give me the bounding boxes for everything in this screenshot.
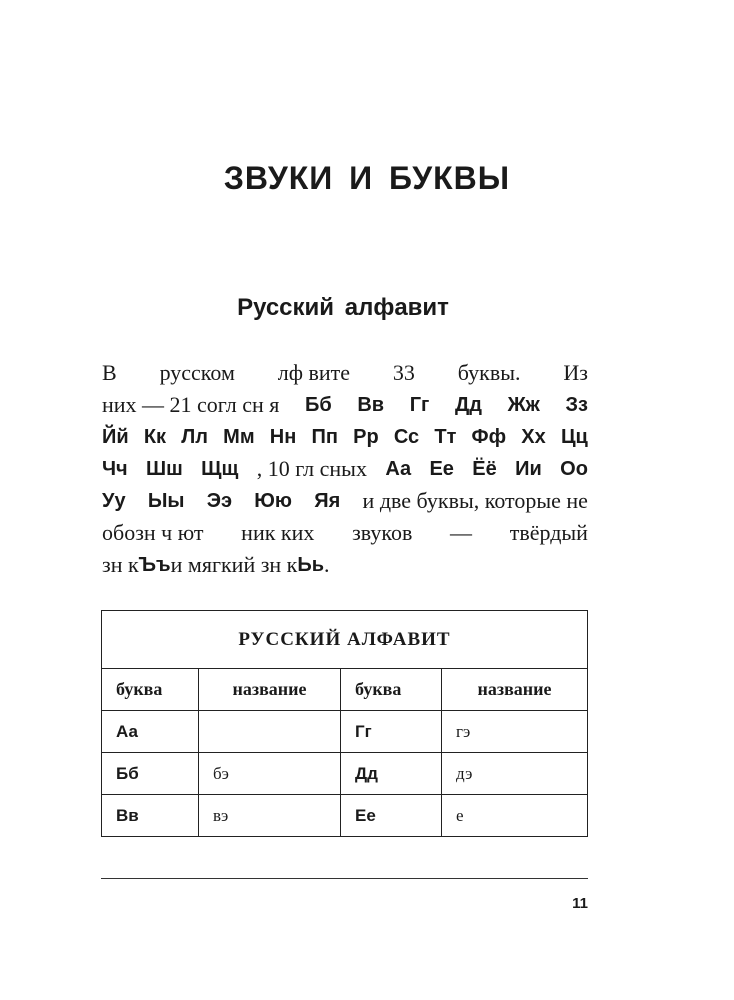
alphabet-table	[101, 610, 588, 837]
letter-pair: Жж	[507, 394, 540, 416]
letter-pair: Лл	[181, 426, 208, 448]
header-letter: буква	[102, 669, 199, 711]
text-segment: русском	[159, 360, 235, 385]
letter-pair: Рр	[353, 426, 379, 448]
text-segment: и две буквы, которые не	[362, 488, 588, 513]
letter-cell: Ее	[341, 795, 442, 837]
text-segment: , 10 гл сных	[256, 456, 367, 481]
table-header-row	[102, 669, 588, 711]
name-cell: бэ	[199, 753, 341, 795]
letter-cell: Дд	[341, 753, 442, 795]
text-segment: 33	[392, 360, 415, 385]
header-name: название	[442, 669, 588, 711]
letter-pair: Хх	[521, 426, 546, 448]
letter-pair: Пп	[311, 426, 338, 448]
intro-paragraph	[102, 357, 588, 581]
paragraph-line	[102, 517, 588, 549]
table-row	[102, 753, 588, 795]
letter-pair: Зз	[565, 394, 588, 416]
page-number: 11	[572, 895, 588, 912]
paragraph-line	[102, 549, 588, 581]
section-heading: Русский алфавит	[237, 294, 449, 321]
letter-pair: Кк	[143, 426, 167, 448]
letter-cell: Гг	[341, 711, 442, 753]
letter-pair: Оо	[560, 458, 588, 480]
letter-pair: Шш	[146, 458, 183, 480]
name-cell	[199, 711, 341, 753]
text-segment: них — 21 согл сн я	[102, 392, 280, 417]
letter-pair: Ии	[515, 458, 542, 480]
letter-pair: Ёё	[472, 458, 497, 480]
paragraph-line	[102, 421, 588, 453]
letter-cell: Вв	[102, 795, 199, 837]
table-row	[102, 795, 588, 837]
letter-pair: Сс	[393, 426, 420, 448]
text-segment: буквы.	[457, 360, 521, 385]
letter-pair: Ьь	[297, 554, 325, 576]
name-cell: гэ	[442, 711, 588, 753]
letter-pair: Яя	[314, 490, 341, 512]
text-segment: лф вите	[277, 360, 351, 385]
text-segment: ник ких	[241, 520, 315, 545]
table-caption: РУССКИЙ АЛФАВИТ	[102, 611, 588, 669]
text-segment: —	[450, 520, 473, 545]
table-row	[102, 711, 588, 753]
letter-pair: Аа	[385, 458, 412, 480]
name-cell: дэ	[442, 753, 588, 795]
letter-pair: Ээ	[206, 490, 233, 512]
paragraph-line	[102, 453, 588, 485]
letter-pair: Уу	[102, 490, 126, 512]
letter-pair: Нн	[269, 426, 297, 448]
page-title: ЗВУКИ И БУКВЫ	[223, 160, 511, 196]
letter-pair: Бб	[304, 394, 332, 416]
letter-pair: Ъъ	[138, 554, 171, 576]
letter-pair: Цц	[560, 426, 588, 448]
letter-pair: Юю	[254, 490, 292, 512]
letter-pair: Щщ	[201, 458, 239, 480]
text-segment: В	[102, 360, 117, 385]
header-letter: буква	[341, 669, 442, 711]
text-segment: зн к	[102, 552, 139, 577]
text-segment: .	[324, 552, 330, 577]
letter-pair: Фф	[471, 426, 507, 448]
name-cell: вэ	[199, 795, 341, 837]
text-segment: твёрдый	[509, 520, 588, 545]
text-segment: звуков	[352, 520, 413, 545]
text-segment: обозн ч ют	[102, 520, 204, 545]
paragraph-line	[102, 389, 588, 421]
paragraph-line	[102, 357, 588, 389]
text-segment: и мягкий зн к	[170, 552, 298, 577]
letter-cell: Бб	[102, 753, 199, 795]
letter-pair: Ее	[429, 458, 454, 480]
letter-pair: Чч	[102, 458, 128, 480]
letter-pair: Мм	[223, 426, 255, 448]
text-segment: Из	[563, 360, 588, 385]
letter-cell: Аа	[102, 711, 199, 753]
name-cell: е	[442, 795, 588, 837]
letter-pair: Гг	[409, 394, 430, 416]
letter-pair: Ыы	[147, 490, 185, 512]
letter-pair: Йй	[102, 426, 129, 448]
header-name: название	[199, 669, 341, 711]
letter-pair: Вв	[357, 394, 385, 416]
letter-pair: Дд	[455, 394, 482, 416]
paragraph-line	[102, 485, 588, 517]
footer-divider	[101, 878, 588, 879]
letter-pair: Тт	[434, 426, 457, 448]
